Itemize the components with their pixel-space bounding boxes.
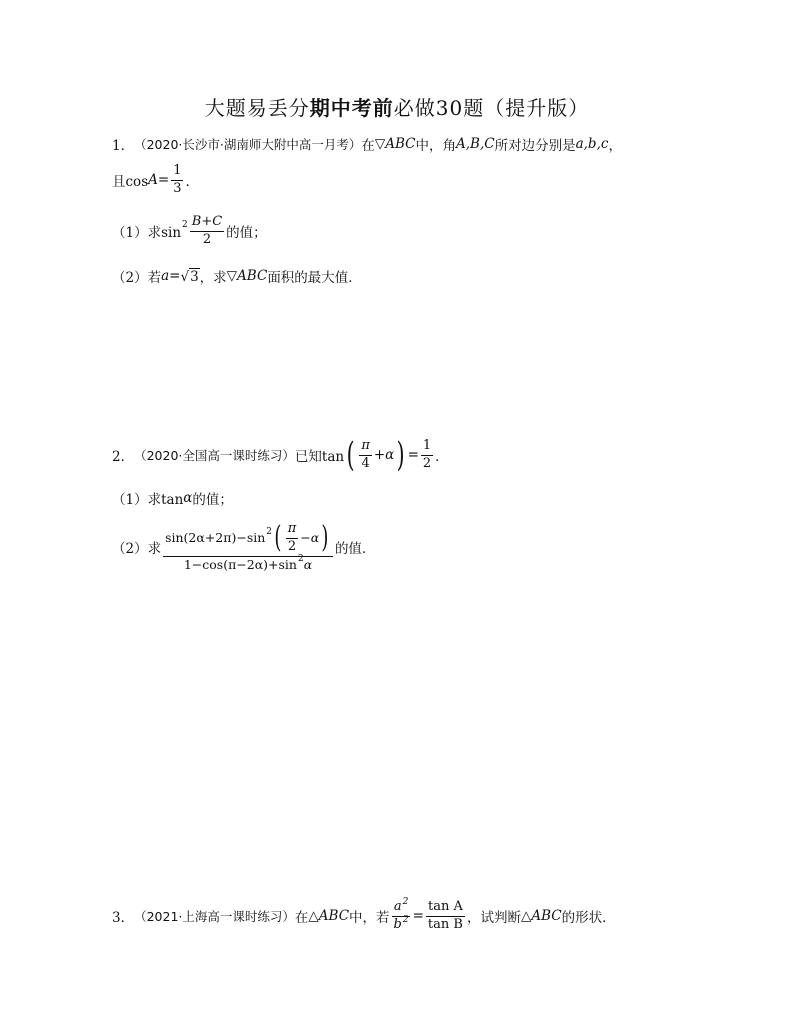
q1-number: 1． bbox=[112, 138, 135, 154]
numerator-var: a bbox=[393, 899, 402, 914]
q1-p2-end: 面积的最大值． bbox=[267, 270, 362, 286]
q1-angles: A,B,C bbox=[456, 136, 495, 152]
q3-lhs-fraction bbox=[392, 897, 411, 933]
exponent: 2 bbox=[182, 220, 188, 231]
inner-fraction bbox=[286, 522, 299, 555]
q2-source: （2020·全国高一课时练习） bbox=[134, 448, 295, 463]
q1-condition bbox=[112, 164, 199, 197]
q3-source: （2021·上海高一课时练习） bbox=[134, 909, 295, 925]
exponent: 2 bbox=[402, 897, 409, 907]
q1-p2-label: （2）若 bbox=[112, 270, 162, 286]
title-part-1: 大题易丢分 bbox=[204, 96, 310, 120]
fraction-denominator: 2 bbox=[287, 538, 297, 554]
inner-rest: −α bbox=[300, 530, 320, 546]
title-part-bold: 期中考前 bbox=[309, 96, 394, 120]
q3-stem bbox=[112, 897, 616, 933]
q1-p2-var: a bbox=[161, 268, 170, 284]
page-title bbox=[0, 92, 794, 121]
fraction-denominator bbox=[182, 553, 314, 572]
title-part-2: 必做30题（提升版） bbox=[393, 96, 590, 120]
q1-p1-label: （1）求sin bbox=[112, 225, 182, 242]
denominator-text: 1−cos(π−2α)+sin bbox=[183, 556, 297, 572]
sqrt-icon: √ bbox=[180, 268, 190, 285]
q1-p2-triangle: ▽ABC bbox=[226, 268, 268, 284]
q3-text: 在 bbox=[294, 910, 309, 927]
fraction-denominator: tan B bbox=[427, 916, 463, 932]
q2-p2-label: （2）求 bbox=[112, 541, 162, 558]
fraction-numerator: tan A bbox=[426, 900, 465, 917]
q1-triangle: ▽ABC bbox=[374, 136, 416, 152]
exponent: 2 bbox=[266, 527, 273, 538]
equals-sign: = bbox=[412, 908, 424, 925]
q1-text: 所对边分别是 bbox=[494, 138, 576, 154]
fraction-numerator: π bbox=[359, 439, 372, 456]
q2-part-1 bbox=[112, 488, 233, 508]
fraction-denominator: 2 bbox=[422, 455, 432, 471]
q1-part-2 bbox=[112, 266, 362, 286]
q1-sides: a,b,c bbox=[575, 136, 609, 152]
q2-rhs-fraction bbox=[421, 439, 433, 472]
numerator-text: sin(2α+2π)−sin bbox=[165, 530, 266, 546]
right-paren-icon: ) bbox=[321, 520, 329, 556]
q3-number: 3． bbox=[112, 910, 135, 927]
q1-text: ， bbox=[608, 138, 622, 154]
fraction-denominator: 2 bbox=[202, 231, 212, 247]
q3-rhs-fraction bbox=[426, 900, 465, 933]
q1-p1-end: 的值； bbox=[226, 225, 267, 242]
equals-sign: = bbox=[407, 447, 419, 463]
equals-sign: = bbox=[169, 268, 181, 284]
equals-sign: = bbox=[157, 172, 170, 189]
q1-cond-text: 且cos bbox=[112, 174, 149, 191]
q3-triangle: △ABC bbox=[520, 908, 562, 925]
fraction-numerator: 1 bbox=[171, 164, 183, 181]
q2-arg-fraction bbox=[359, 439, 372, 472]
q1-text: 中，角 bbox=[415, 138, 456, 154]
fraction-denominator: 3 bbox=[173, 180, 182, 196]
q2-part-2 bbox=[112, 522, 375, 572]
fraction-numerator: 1 bbox=[421, 439, 433, 456]
q1-stem bbox=[112, 134, 622, 154]
q2-end: ． bbox=[435, 449, 449, 465]
exponent: 2 bbox=[298, 553, 304, 564]
q2-arg-rest: +α bbox=[373, 447, 395, 463]
right-paren-icon: ) bbox=[396, 435, 405, 475]
q1-cond-var: A bbox=[148, 172, 158, 189]
fraction-numerator: B+C bbox=[190, 215, 224, 232]
q3-text: 中，若 bbox=[349, 910, 390, 927]
q3-text: ，试判断 bbox=[466, 910, 521, 927]
q1-cond-end: ． bbox=[185, 174, 199, 191]
q1-p1-fraction bbox=[190, 215, 224, 248]
left-paren-icon: ( bbox=[274, 520, 282, 556]
q2-p2-fraction bbox=[163, 522, 333, 572]
fraction-denominator: 4 bbox=[361, 455, 370, 471]
q3-triangle: △ABC bbox=[308, 908, 350, 925]
q2-p1-label: （1）求tan bbox=[112, 492, 184, 508]
q3-end: 的形状． bbox=[561, 910, 616, 927]
q2-p2-end: 的值． bbox=[334, 541, 376, 558]
fraction-denominator bbox=[392, 914, 411, 933]
q1-part-1 bbox=[112, 215, 267, 248]
fraction-numerator bbox=[163, 522, 333, 557]
q2-text: 已知tan bbox=[294, 449, 345, 465]
radicand: 3 bbox=[190, 268, 199, 285]
q2-p1-end: 的值； bbox=[192, 492, 233, 508]
exponent: 2 bbox=[402, 914, 409, 925]
sqrt-expression bbox=[180, 268, 199, 285]
q1-text: 在 bbox=[361, 138, 375, 154]
denominator-var: α bbox=[303, 556, 313, 572]
q2-p1-var: α bbox=[183, 490, 193, 506]
fraction-numerator: π bbox=[286, 522, 299, 539]
q1-cond-fraction bbox=[171, 164, 183, 197]
denominator-var: b bbox=[393, 916, 402, 932]
q1-p2-text: ，求 bbox=[199, 270, 227, 286]
q2-stem bbox=[112, 435, 449, 475]
q1-source: （2020·长沙市·湖南师大附中高一月考） bbox=[134, 137, 362, 152]
left-paren-icon: ( bbox=[346, 435, 355, 475]
q2-number: 2． bbox=[112, 449, 135, 465]
